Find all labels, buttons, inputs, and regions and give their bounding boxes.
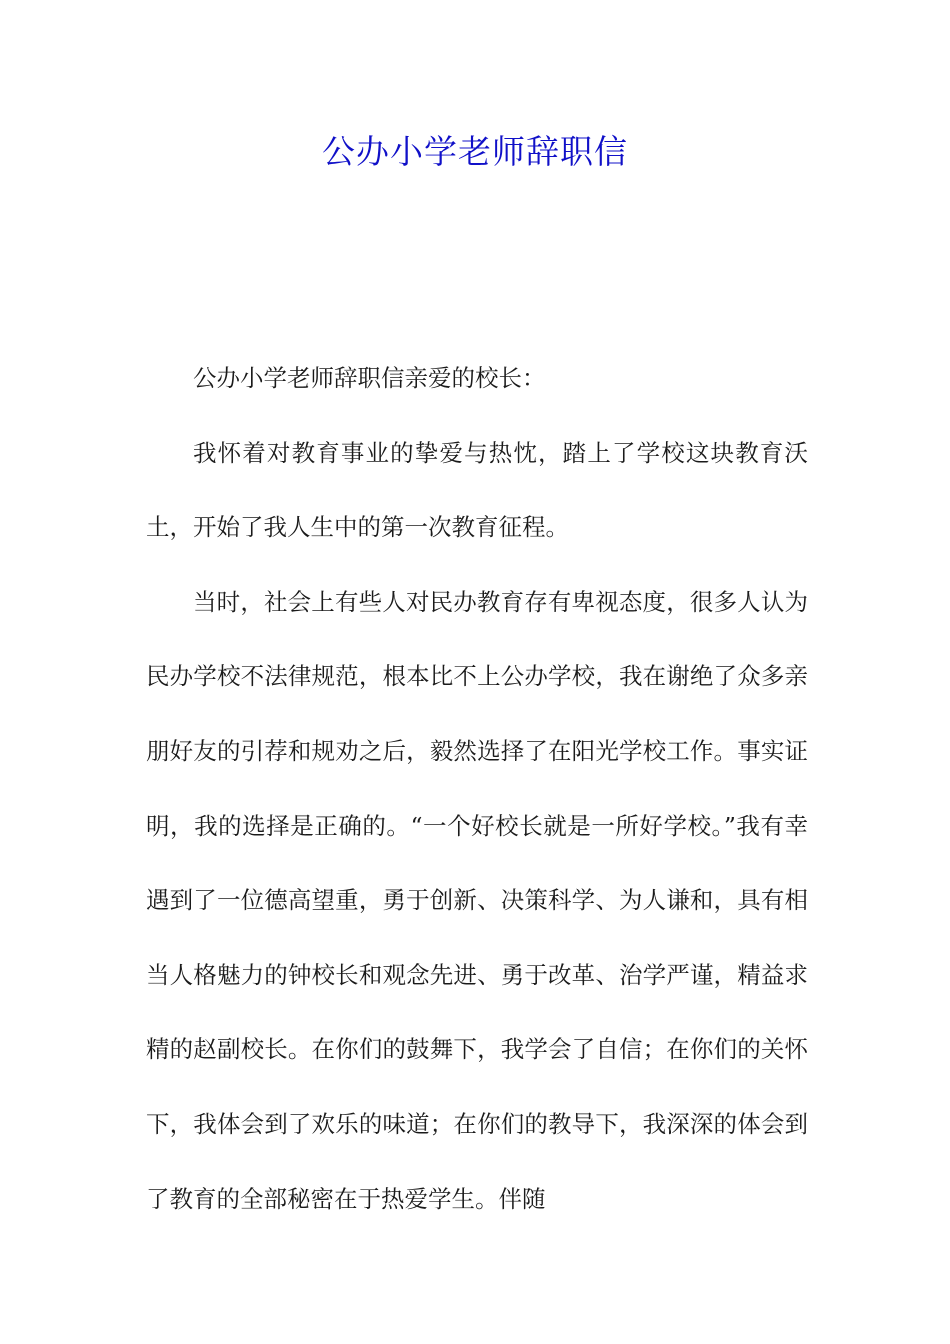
document-body [146, 341, 808, 1236]
document-title: 公办小学老师辞职信 [322, 132, 628, 171]
paragraph-intro: 我怀着对教育事业的挚爱与热忱，踏上了学校这块教育沃土，开始了我人生中的第一次教育征程。 [146, 438, 808, 542]
paragraph-main: 当时，社会上有些人对民办教育存有卑视态度，很多人认为民办学校不法律规范，根本比不上公办学校，我在谢绝了众多亲朋好友的引荐和规劝之后，毅然选择了在阳光学校工作。事实证明，我的选择是正确的。“一个好校长就是一所好学校。”我有幸遇到了一位德高望重，勇于创新、决策科学、为人谦和，具有相当人格魅力的钟校长和观念先进、勇于改革、治学严谨，精益求精的赵副校长。在你们的鼓舞下，我学会了自信；在你们的关怀下，我体会到了欢乐的味道；在你们的教导下，我深深的体会到了教育的全部秘密在于热爱学生。伴随 [146, 587, 808, 1213]
paragraph-salutation: 公办小学老师辞职信亲爱的校长： [193, 364, 546, 392]
